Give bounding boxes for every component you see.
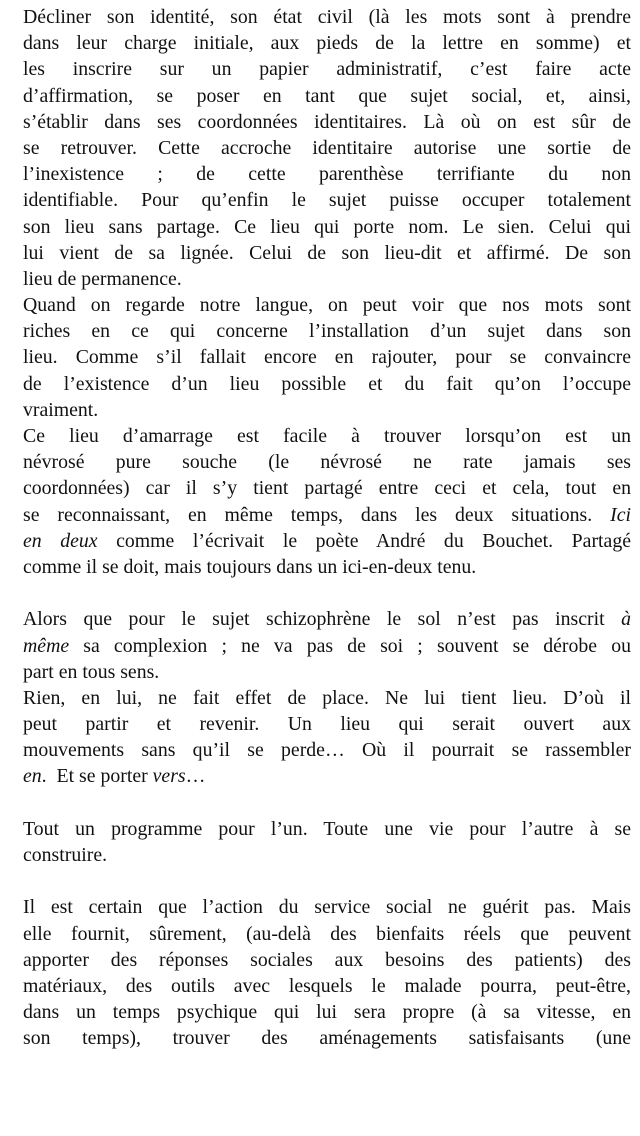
italic-text: même [23,634,70,657]
text-line: riches en ce qui concerne l’installation d’un sujet dans son [23,320,631,343]
text-line [23,606,631,632]
text-line [23,528,631,554]
text-segment: . Et se porter [41,765,153,788]
paragraph-identite [23,4,631,292]
text-segment: Alors que pour le sujet schizophrène le sol n’est pas inscrit [23,608,622,631]
text-segment: comme l’écrivait le poète André du Bouchet. Partagé [97,529,631,552]
text-line: construire. [23,844,108,866]
text-segment: … [185,765,206,788]
text-line: identifiable. Pour qu’enfin le sujet puisse occuper totalement [23,189,631,212]
paragraph-spacer [23,580,631,606]
text-line: part en tous sens. [23,660,160,683]
paragraph-langue [23,292,631,423]
paragraph-place [23,685,631,790]
text-line: matériaux, des outils avec lesquels le malade pourra, peut-être, [23,974,631,997]
paragraph-service-social [23,894,631,1051]
text-line: lieu. Comme s’il fallait encore en rajouter, pour se convaincre [23,346,631,369]
text-line: de l’existence d’un lieu possible et du fait qu’on l’occupe [23,372,631,395]
text-line: son temps), trouver des aménagements satisfaisants (une [23,1027,631,1050]
italic-text: en deux [23,529,98,552]
italic-text: à [621,608,631,631]
text-line: Il est certain que l’action du service social ne guérit pas. Mais [23,896,631,919]
italic-text: Ici [610,503,631,526]
paragraph-spacer [23,790,631,816]
text-line: Tout un programme pour l’un. Toute une vie pour l’autre à se [23,817,631,840]
text-segment: se reconnaissant, en même temps, dans les deux situations. [23,503,611,526]
text-line: peut partir et revenir. Un lieu qui serait ouvert aux [23,713,631,736]
text-line: les inscrire sur un papier administratif, c’est faire acte [23,58,631,81]
paragraph-spacer [23,868,631,894]
text-line: mouvements sans qu’il se perde… Où il pourrait se rassembler [23,739,631,762]
text-line: névrosé pure souche (le névrosé ne rate jamais ses [23,451,631,474]
text-line: dans leur charge initiale, aux pieds de la lettre en somme) et [23,32,631,55]
text-line: lieu de permanence. [23,267,182,290]
text-line: elle fournit, sûrement, (au-delà des bienfaits réels que peuvent [23,922,631,945]
text-line: Décliner son identité, son état civil (là les mots sont à prendre [23,6,631,28]
text-line: comme il se doit, mais toujours dans un ici-en-deux tenu. [23,555,477,578]
text-line: d’affirmation, se poser en tant que sujet social, et, ainsi, [23,84,631,107]
paragraph-programme [23,816,631,868]
text-line: lui vient de sa lignée. Celui de son lieu-dit et affirmé. De son [23,241,631,264]
text-line: se retrouver. Cette accroche identitaire autorise une sortie de [23,136,631,159]
text-line [23,633,631,659]
text-line [23,502,631,528]
text-line: Quand on regarde notre langue, on peut voir que nos mots sont [23,294,631,317]
text-line: dans un temps psychique qui lui sera propre (à sa vitesse, en [23,1001,631,1024]
document-page [23,4,631,1052]
paragraph-schizophrene [23,606,631,685]
text-line: coordonnées) car il s’y tient partagé entre ceci et cela, tout en [23,477,631,500]
text-line: Rien, en lui, ne fait effet de place. Ne lui tient lieu. D’où il [23,686,631,709]
text-line: vraiment. [23,398,99,421]
text-line: son lieu sans partage. Ce lieu qui porte nom. Le sien. Celui qui [23,215,631,238]
italic-text: en [23,765,42,788]
text-line: l’inexistence ; de cette parenthèse terrifiante du non [23,163,631,186]
text-segment: sa complexion ; ne va pas de soi ; souvent se dérobe ou [69,634,631,657]
italic-text: vers [152,765,186,788]
text-line [23,763,631,789]
text-line: Ce lieu d’amarrage est facile à trouver lorsqu’on est un [23,425,631,447]
text-line: apporter des réponses sociales aux besoins des patients) des [23,948,631,971]
text-line: s’établir dans ses coordonnées identitaires. Là où on est sûr de [23,110,631,133]
paragraph-amarrage [23,423,631,580]
